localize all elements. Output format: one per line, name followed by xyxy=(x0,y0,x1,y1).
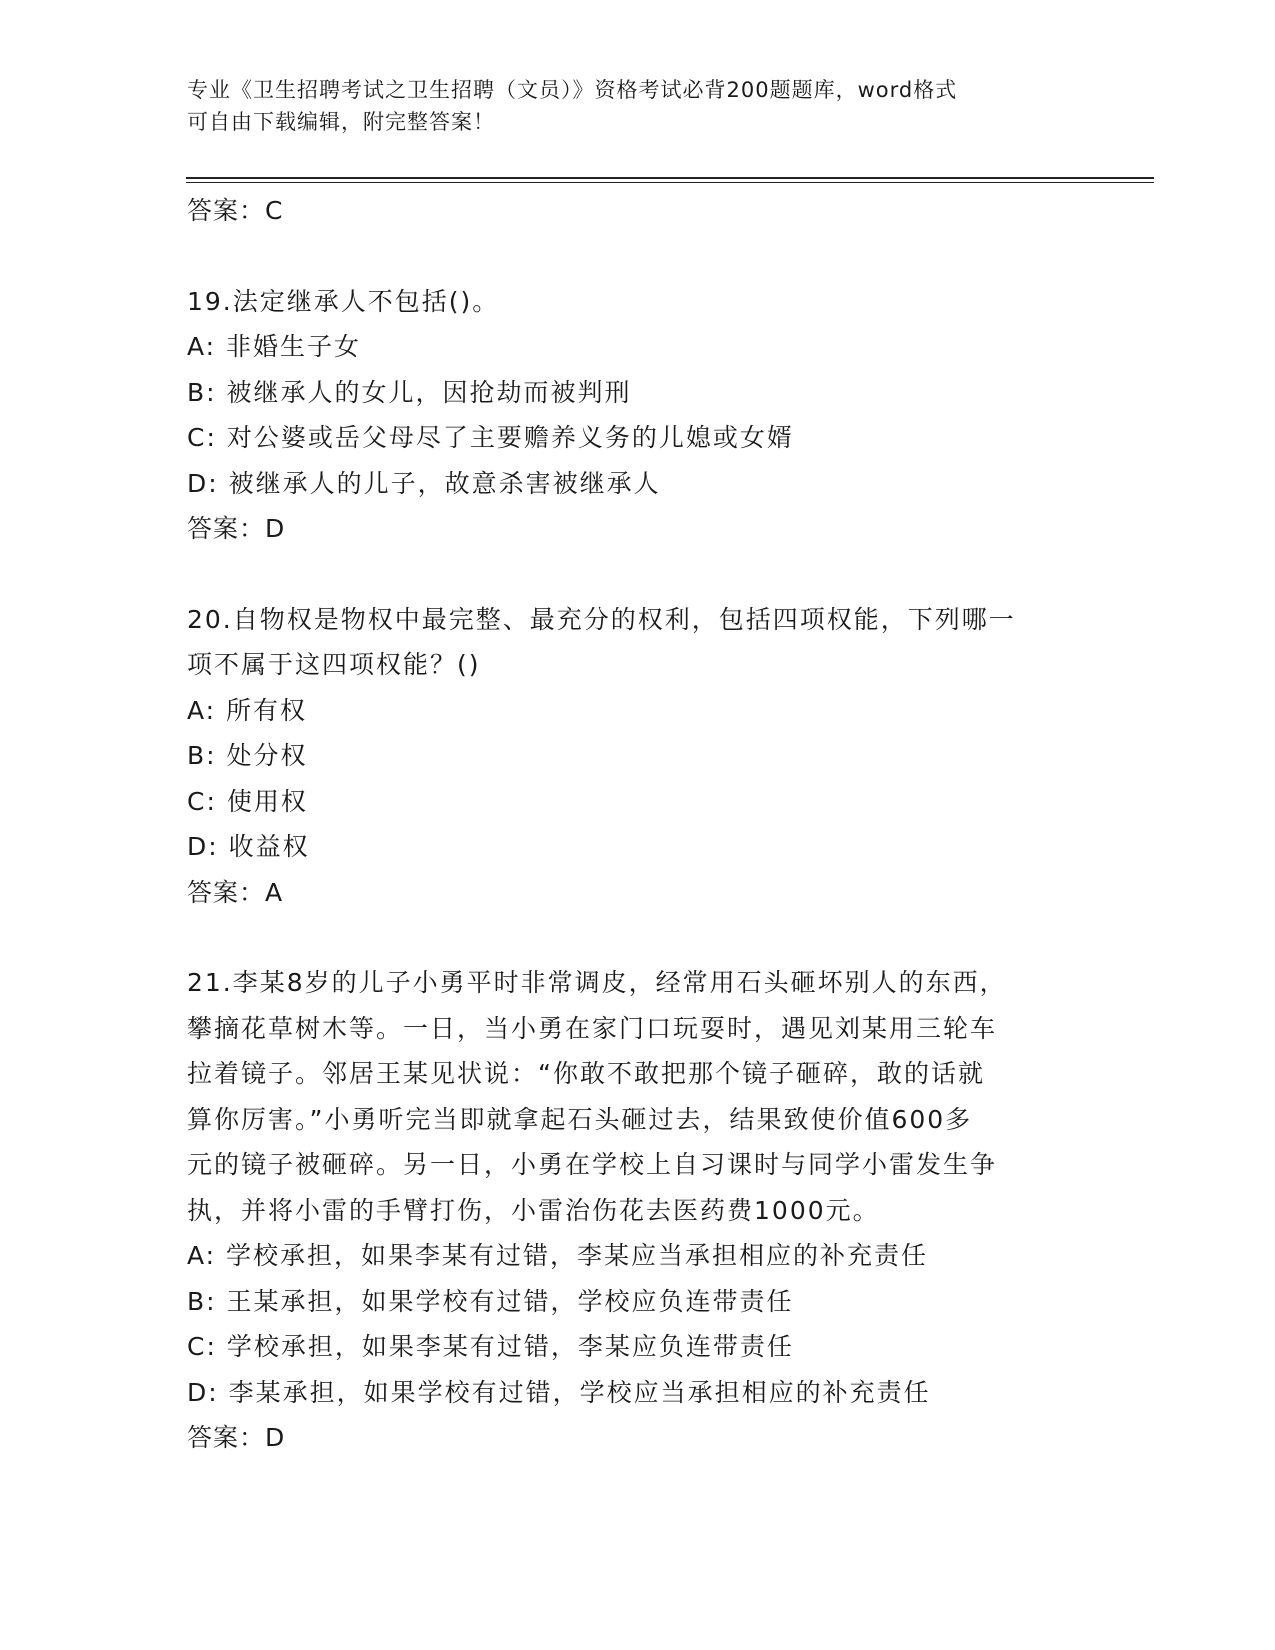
answer-line: 答案：D xyxy=(187,514,286,543)
question-stem: 21.李某8岁的儿子小勇平时非常调皮，经常用石头砸坏别人的东西， xyxy=(187,968,1007,997)
option-c: C: 对公婆或岳父母尽了主要赡养义务的儿媳或女婿 xyxy=(187,423,794,452)
answer-line: 答案：C xyxy=(187,196,284,225)
option-b: B: 被继承人的女儿，因抢劫而被判刑 xyxy=(187,377,632,407)
header-line-1: 专业《卫生招聘考试之卫生招聘（文员）》资格考试必背200题题库，word格式 xyxy=(187,78,958,102)
document-body xyxy=(187,188,1087,1461)
option-b: B: 王某承担，如果学校有过错，学校应负连带责任 xyxy=(187,1286,794,1316)
option-d: D: 被继承人的儿子，故意杀害被继承人 xyxy=(187,468,661,498)
header-divider xyxy=(186,177,1154,179)
option-d: D: 李某承担，如果学校有过错，学校应当承担相应的补充责任 xyxy=(187,1377,931,1407)
question-stem: 攀摘花草树木等。一日，当小勇在家门口玩耍时，遇见刘某用三轮车 xyxy=(187,1013,998,1043)
header-line-2: 可自由下载编辑，附完整答案！ xyxy=(187,110,495,134)
option-c: C: 使用权 xyxy=(187,786,308,816)
option-c: C: 学校承担，如果李某有过错，李某应负连带责任 xyxy=(187,1332,794,1361)
document-header xyxy=(187,74,1087,138)
answer-line: 答案：D xyxy=(187,1423,286,1452)
question-stem: 算你厉害。”小勇听完当即就拿起石头砸过去，结果致使价值600多 xyxy=(187,1104,973,1134)
answer-line: 答案：A xyxy=(187,877,284,907)
header-divider-thin xyxy=(186,182,1154,183)
option-a: A: 学校承担，如果李某有过错，李某应当承担相应的补充责任 xyxy=(187,1241,929,1270)
question-stem: 项不属于这四项权能？() xyxy=(187,650,481,679)
option-a: A: 非婚生子女 xyxy=(187,332,362,361)
question-stem: 元的镜子被砸碎。另一日，小勇在学校上自习课时与同学小雷发生争 xyxy=(187,1150,998,1179)
question-block xyxy=(187,960,1087,1461)
question-block xyxy=(187,597,1087,916)
option-a: A: 所有权 xyxy=(187,695,308,725)
question-block xyxy=(187,279,1087,552)
question-stem: 执，并将小雷的手臂打伤，小雷治伤花去医药费1000元。 xyxy=(187,1195,880,1225)
question-stem: 拉着镜子。邻居王某见状说：“你敢不敢把那个镜子砸碎，敢的话就 xyxy=(187,1059,985,1088)
question-stem: 19.法定继承人不包括()。 xyxy=(187,286,500,316)
question-stem: 20.自物权是物权中最完整、最充分的权利，包括四项权能，下列哪一 xyxy=(187,604,1016,634)
option-d: D: 收益权 xyxy=(187,832,310,861)
option-b: B: 处分权 xyxy=(187,741,308,770)
